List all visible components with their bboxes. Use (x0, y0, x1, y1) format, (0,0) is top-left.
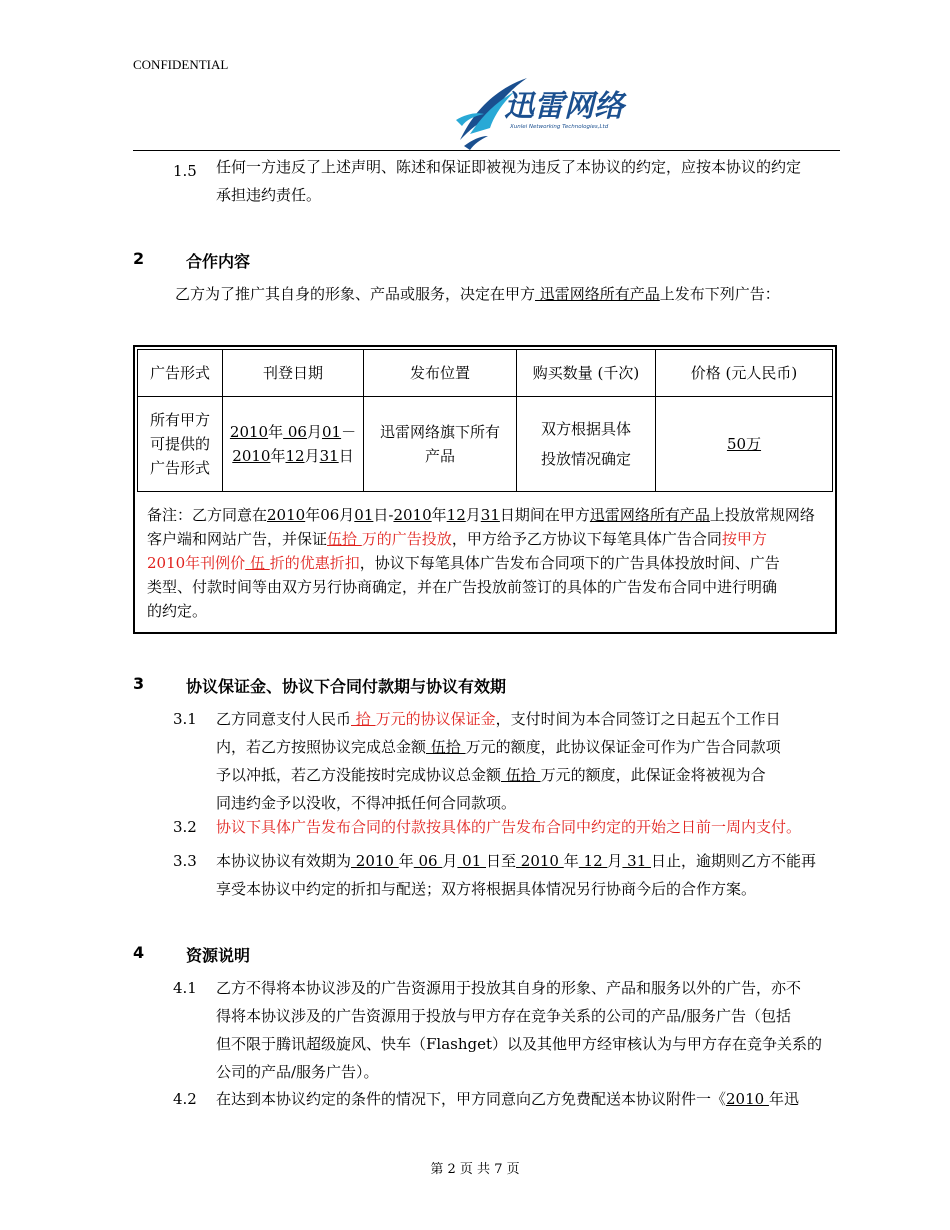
clause-3-1-text: 乙方同意支付人民币 拾 万元的协议保证金，支付时间为本合同签订之日起五个工作日 内，若乙方按照协议完成总金额 伍拾 万元的额度，此协议保证金可作为广告合同款项 予以冲抵，若乙方没能按时完成协议总金额 伍拾 万元的额度，此保证金将被视为合 同违约金予以没收，不得冲抵任何合同款项。 (216, 710, 781, 812)
table-note: 备注：乙方同意在2010年06月01日-2010年12月31日期间在甲方迅雷网络所有产品上投放常规网络 客户端和网站广告，并保证伍拾 万的广告投放，甲方给予乙方协议下每笔具体广告合同按甲方 2010年刊例价 伍 折的优惠折扣，协议下每笔具体广告发布合同项下的广告具体投放时间、广告 类型、付款时间等由双方另行协商确定，并在广告投放前签订的具体的广告发布合同中进行明确 的约定。 (147, 506, 815, 620)
clause-number: 3.1 (173, 710, 197, 728)
clause-4-1-text: 乙方不得将本协议涉及的广告资源用于投放其自身的形象、产品和服务以外的广告，亦不 得将本协议涉及的广告资源用于投放与甲方存在竞争关系的公司的产品/服务广告（包括 但不限于腾讯超级旋风、快车（Flashget）以及其他甲方经审核认为与甲方存在竞争关系的 公司的产品/服务广告）。 (216, 979, 823, 1081)
table-cell-date: 2010年 06月01－ 2010年12月31日 (223, 397, 364, 492)
section-title: 合作内容 (186, 252, 251, 271)
logo-subtext: Xunlei Networking Technologies,Ltd (510, 124, 609, 130)
xunlei-logo (452, 70, 632, 150)
table-cell-position: 迅雷网络旗下所有 产品 (364, 397, 517, 492)
confidential-label: CONFIDENTIAL (133, 57, 229, 72)
clause-3-2-text: 协议下具体广告发布合同的付款按具体的广告发布合同中约定的开始之日前一周内支付。 (216, 818, 802, 836)
section-title: 协议保证金、协议下合同付款期与协议有效期 (186, 677, 507, 696)
logo-text: 迅雷网络 (504, 89, 624, 124)
table-cell-quantity: 双方根据具体 投放情况确定 (517, 397, 656, 492)
table-cell-price: 50万 (656, 397, 832, 492)
clause-number: 3.2 (173, 818, 197, 836)
table-header: 广告形式 (138, 350, 223, 397)
section-number: 3 (133, 674, 145, 693)
section-title: 资源说明 (186, 946, 251, 965)
clause-3-3-text: 本协议协议有效期为 2010 年 06 月 01 日至 2010 年 12 月 31 日止，逾期则乙方不能再 享受本协议中约定的折扣与配送；双方将根据具体情况另行协商今后的合作方案。 (216, 852, 817, 898)
section-number: 4 (133, 943, 145, 962)
page-number: 第 2 页 共 7 页 (430, 1162, 520, 1177)
clause-number: 1.5 (173, 162, 197, 180)
section-number: 2 (133, 249, 145, 268)
clause-number: 4.1 (173, 979, 197, 997)
clause-1-5-text: 任何一方违反了上述声明、陈述和保证即被视为违反了本协议的约定，应按本协议的约定 承担违约责任。 (216, 158, 802, 204)
clause-4-2-text: 在达到本协议约定的条件的情况下，甲方同意向乙方免费配送本协议附件一《2010 年迅 (216, 1090, 799, 1108)
ad-table (133, 345, 837, 634)
logo-bird-icon (452, 70, 632, 150)
clause-number: 4.2 (173, 1090, 197, 1108)
section-2-intro: 乙方为了推广其自身的形象、产品或服务，决定在甲方 迅雷网络所有产品上发布下列广告： (175, 285, 780, 303)
table-header: 价格 (元人民币) (656, 350, 832, 397)
table-header: 刊登日期 (223, 350, 364, 397)
table-cell-form: 所有甲方 可提供的 广告形式 (138, 397, 223, 492)
header-rule (133, 150, 840, 151)
clause-number: 3.3 (173, 852, 197, 870)
table-header: 发布位置 (364, 350, 517, 397)
table-header: 购买数量 (千次) (517, 350, 656, 397)
